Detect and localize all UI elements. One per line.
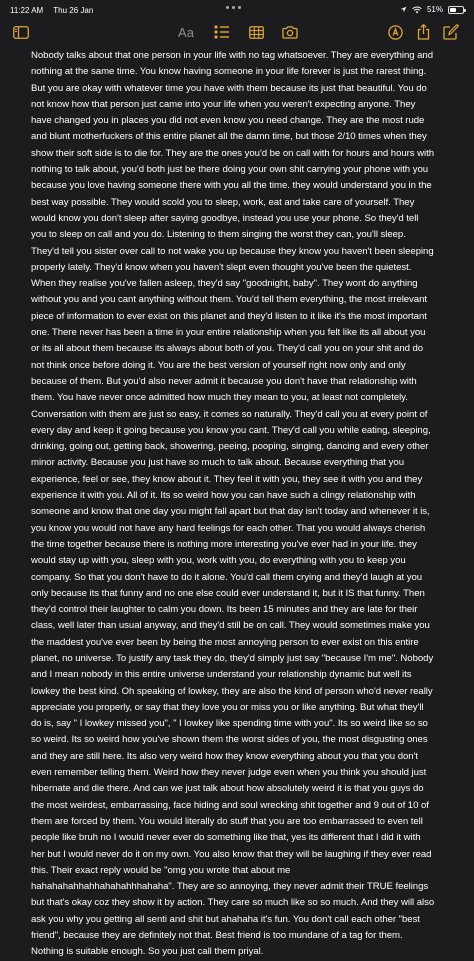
compose-icon[interactable] <box>442 22 460 42</box>
checklist-icon[interactable] <box>212 22 232 42</box>
battery-percent: 51% <box>426 5 443 14</box>
sidebar-icon[interactable] <box>12 22 30 42</box>
wifi-icon <box>412 6 422 14</box>
battery-fill <box>450 8 456 12</box>
note-body-text[interactable]: Nobody talks about that one person in your life with no tag whatsoever. They are everything and nothing at the same time. You know having someone in your life forever is just the rarest thing. But you are okay with whatever time you have with them because its just that beautiful. You do not know how that person just came into your life when you weren't expecting anyone. They have changed you in places you did not even know you need change. They are the most rude and blunt motherfuckers of this entire planet all the damn time, but those 2/10 times when they show their soft side is to die for. They are the ones you'd be on call with for hours and hours with nothing to talk about, you'd both just be there doing your own shit carrying your phone with you because you love having someone there with you all the time. they would understand you in the best way possible. They would scold you to sleep, work, eat and take care of yourself. They would know you don't sleep after saying goodbye, instead you use your phone. So they'd tell you to sleep on call and you do. Listening to them singing the worst they can, you'll sleep. They'd tell you sister over call to not wake you up because they know you haven't been sleeping properly lately. They'd know when you haven't slept even thought you've been the quietest. When they realise you've fallen asleep, they'd say "goodnight, baby". They wont do anything without you and you cant anything without them. You'd tell them everything, the most irrelevant piece of information to ever exist on this planet and they'd listen to it like it's the most important one. There never has been a time in your entire relationship when you felt like its all about you or its all about them because its always about both of you. They'd call you on your shit and do not think once before doing it. You are the best version of yourself right now only and only because of them. But you'd also never admit it because you don't have that relationship with them. You have never once admitted how much they mean to you, at least not completely. Conversation with them are just so easy, it comes so naturally. They'd call you at every point of every day and keep it going because you know you cant. They'd call you while eating, sleeping, drinking, going out, getting back, showering, peeing, pooping, singing, dancing and every other minor activity. Because you just have so much to talk about. Because everything that you experience, feel or see, they know about it. They feel it with you, they see it with you and they experience it with you. All of it. Its so weird how you can have such a clingy relationship with someone and know that one day you might fall apart but that day isn't today and whenever it is, you know you would not have any hard feelings for each other. That you would always cherish the time together because there is nothing more interesting you've ever had in your life. they would stay up with you, sleep with you, work with you, do everything with you to keep you company. So that you don't have to do it alone. You'd call them crying and they'd laugh at you only because its that funny and no one else could ever understand it, but it IS that funny. Then they'd control their laughter to calm you down. Its been 15 minutes and they are late for their class, well later than usual anyway, and they'd still be on call. They would sometimes make you the maddest you've ever been by being the most annoying person to ever exist on this entire planet, no universe. To justify any task they do, they'd simply just say "because I'm me". Nobody and I mean nobody in this entire universe understand your relationship dynamic but well its lowkey the best kind. Oh speaking of lowkey, they are also the kind of person who'd never really appreciate you properly, or say that they love you or miss you or like anything. But what they'll do is, say " I lowkey missed you", " I lowkey like spending time with you". Its so weird like so so so weird. Its so weird how you've shown them the worst sides of you, the most disgusting ones and they are still here. Its also very weird how they know everything about you that you don't even remember telling them. Weird how they never judge even when you think you should just hibernate and die there. And can we just talk about how absolutely weird it is that you guys do the most weirdest, embarrassing, face hiding and soul wrecking shit together and 9 out of 10 of them are forced by them. You would literally do stuff that you are too embarrassed to even tell people like bruh no I would never ever do something like that, yes its different that I did it with her but I would never do it on my own. You also know that they will be laughing if they ever read this. Their exact reply would be "omg you wrote that about me hahahahahhahhahahahhhahaha". They are so annoying, they never admit their TRUE feelings but that's okay coz they show it by action. They care so much like so so much. And they will also ask you why you getting all senti and shit but ahahaha it's fun. You don't call each other "best friend", because they are definitely not that. Best friend is too mundane of a tag for them. Nothing is suitable enough. So you just call them priyal. <box>31 50 435 958</box>
status-right <box>400 5 464 14</box>
table-icon[interactable] <box>246 22 266 42</box>
markup-icon[interactable] <box>386 22 404 42</box>
share-icon[interactable] <box>414 22 432 42</box>
status-bar <box>0 0 474 20</box>
status-left <box>10 6 101 15</box>
text-format-button[interactable]: Aa <box>178 24 194 40</box>
note-body-area[interactable] <box>31 48 435 961</box>
toolbar <box>0 18 474 46</box>
status-date: Thu 26 Jan <box>53 6 94 15</box>
camera-icon[interactable] <box>280 22 300 42</box>
battery-icon <box>448 6 464 14</box>
location-icon <box>400 6 407 13</box>
multitasking-dots-icon[interactable] <box>226 6 241 9</box>
status-time: 11:22 AM <box>10 6 44 15</box>
